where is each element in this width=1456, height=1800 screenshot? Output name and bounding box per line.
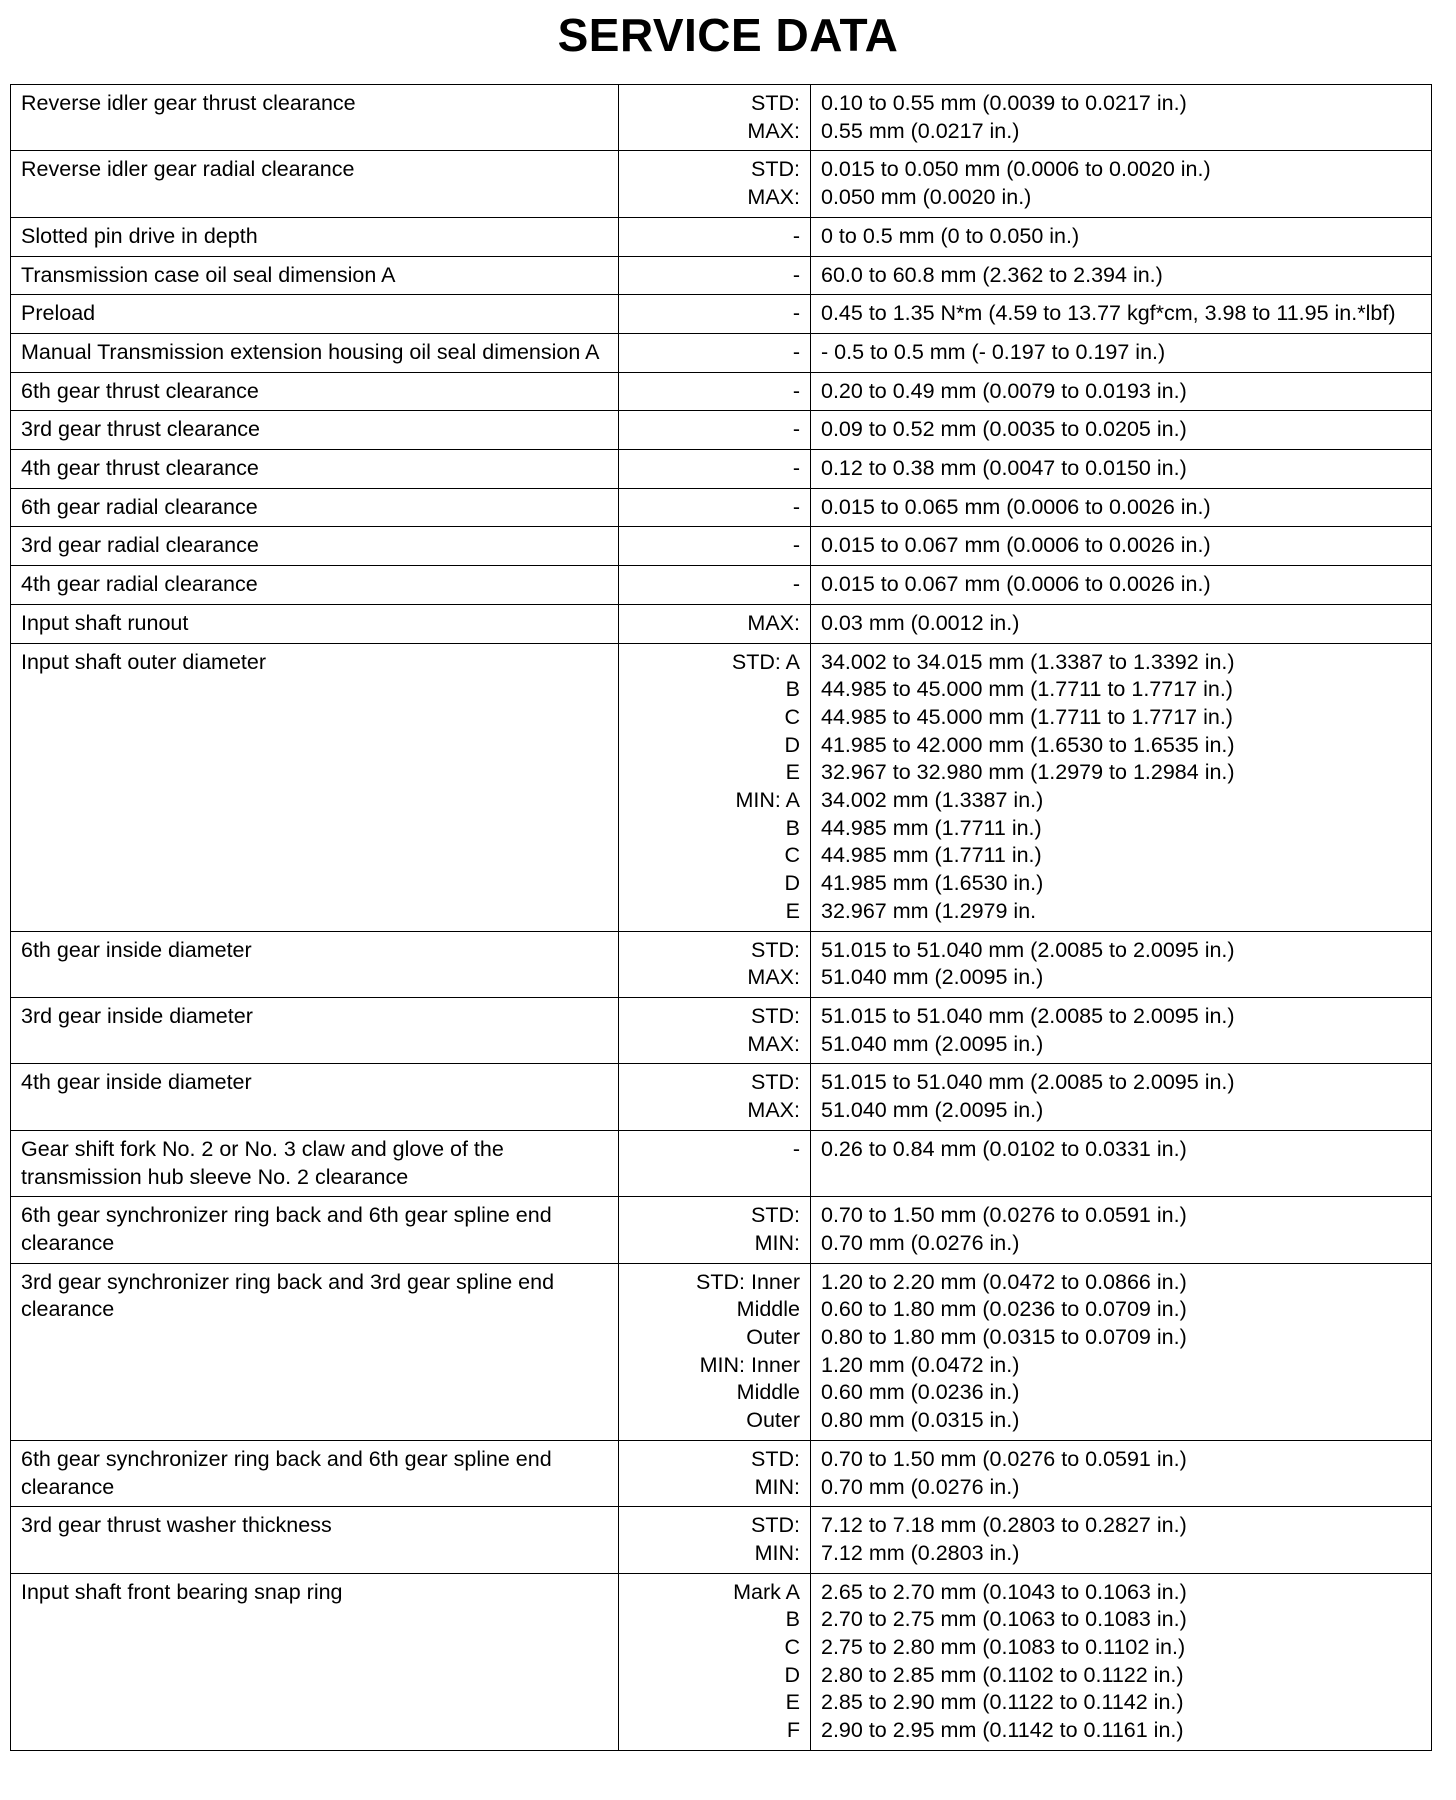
spec-cell [619, 527, 811, 566]
value-text: 2.80 to 2.85 mm (0.1102 to 0.1122 in.) [821, 1662, 1184, 1687]
spec-label: - [792, 301, 800, 326]
item-label: Manual Transmission extension housing oil seal dimension A [21, 339, 600, 364]
value-cell [811, 85, 1432, 151]
value-text: 0.70 mm (0.0276 in.) [821, 1230, 1020, 1255]
item-cell [11, 85, 619, 151]
spec-cell [619, 1130, 811, 1196]
value-text: 2.75 to 2.80 mm (0.1083 to 0.1102 in.) [821, 1635, 1186, 1660]
spec-label: - [792, 533, 800, 558]
spec-label: - [792, 572, 800, 597]
spec-label: - [792, 223, 800, 248]
table-row [11, 643, 1432, 931]
value-text: 34.002 mm (1.3387 in.) [821, 788, 1044, 813]
value-text: 34.002 to 34.015 mm (1.3387 to 1.3392 in.) [821, 649, 1235, 674]
spec-label: STD: [751, 1203, 800, 1228]
value-text: 0.70 mm (0.0276 in.) [821, 1474, 1020, 1499]
value-text: 51.040 mm (2.0095 in.) [821, 1031, 1044, 1056]
spec-label: - [792, 1136, 800, 1161]
item-label: 6th gear thrust clearance [21, 378, 259, 403]
item-cell [11, 295, 619, 334]
spec-label: C [784, 1635, 800, 1660]
value-text: 2.90 to 2.95 mm (0.1142 to 0.1161 in.) [821, 1718, 1184, 1743]
value-cell [811, 256, 1432, 295]
item-label: Gear shift fork No. 2 or No. 3 claw and glove of the transmission hub sleeve No. 2 clearance [21, 1136, 504, 1189]
value-text: 7.12 to 7.18 mm (0.2803 to 0.2827 in.) [821, 1513, 1187, 1538]
value-text: 1.20 to 2.20 mm (0.0472 to 0.0866 in.) [821, 1269, 1187, 1294]
value-text: 0.70 to 1.50 mm (0.0276 to 0.0591 in.) [821, 1203, 1187, 1228]
value-text: 0.80 mm (0.0315 in.) [821, 1408, 1020, 1433]
table-row [11, 151, 1432, 217]
item-label: 3rd gear thrust clearance [21, 417, 261, 442]
spec-label: MIN: [754, 1540, 800, 1565]
value-text: 41.985 mm (1.6530 in.) [821, 871, 1044, 896]
spec-cell [619, 1507, 811, 1573]
spec-cell [619, 1197, 811, 1263]
item-cell [11, 256, 619, 295]
table-row [11, 1573, 1432, 1750]
value-text: 0 to 0.5 mm (0 to 0.050 in.) [821, 223, 1080, 248]
item-cell [11, 450, 619, 489]
value-text: 2.65 to 2.70 mm (0.1043 to 0.1063 in.) [821, 1579, 1187, 1604]
value-cell [811, 604, 1432, 643]
spec-label: STD: [751, 157, 800, 182]
item-cell [11, 488, 619, 527]
item-label: Transmission case oil seal dimension A [21, 262, 396, 287]
table-row [11, 1507, 1432, 1573]
table-row [11, 333, 1432, 372]
value-text: 0.015 to 0.067 mm (0.0006 to 0.0026 in.) [821, 572, 1211, 597]
value-cell [811, 1573, 1432, 1750]
item-label: Preload [21, 301, 96, 326]
spec-label: Mark A [733, 1579, 800, 1604]
value-text: 0.09 to 0.52 mm (0.0035 to 0.0205 in.) [821, 417, 1187, 442]
spec-label: B [785, 677, 800, 702]
table-row [11, 931, 1432, 997]
spec-label: - [792, 494, 800, 519]
item-cell [11, 217, 619, 256]
spec-label: MIN: [754, 1230, 800, 1255]
spec-label: E [785, 898, 800, 923]
spec-label: Outer [746, 1408, 800, 1433]
spec-label: STD: [751, 937, 800, 962]
spec-label: F [786, 1718, 800, 1743]
page-title: SERVICE DATA [557, 9, 899, 61]
spec-label: Outer [746, 1325, 800, 1350]
spec-label: - [792, 339, 800, 364]
value-text: 51.015 to 51.040 mm (2.0085 to 2.0095 in.) [821, 1070, 1235, 1095]
table-row [11, 1263, 1432, 1440]
item-cell [11, 643, 619, 931]
spec-label: B [785, 1607, 800, 1632]
spec-label: Middle [736, 1380, 800, 1405]
spec-label: MAX: [747, 1098, 800, 1123]
item-label: Reverse idler gear thrust clearance [21, 91, 356, 115]
value-text: 0.10 to 0.55 mm (0.0039 to 0.0217 in.) [821, 91, 1187, 115]
item-label: Slotted pin drive in depth [21, 223, 258, 248]
item-cell [11, 1573, 619, 1750]
value-cell [811, 333, 1432, 372]
value-text: 44.985 mm (1.7711 in.) [821, 815, 1042, 840]
spec-cell [619, 295, 811, 334]
value-cell [811, 1064, 1432, 1130]
value-text: - 0.5 to 0.5 mm (- 0.197 to 0.197 in.) [821, 339, 1166, 364]
table-row [11, 1064, 1432, 1130]
spec-label: MAX: [747, 965, 800, 990]
item-label: 6th gear synchronizer ring back and 6th gear spline end clearance [21, 1446, 552, 1499]
value-text: 0.60 to 1.80 mm (0.0236 to 0.0709 in.) [821, 1297, 1187, 1322]
service-data-table [10, 84, 1432, 1751]
item-label: 4th gear radial clearance [21, 572, 258, 597]
value-text: 44.985 to 45.000 mm (1.7711 to 1.7717 in.) [821, 677, 1233, 702]
item-label: 3rd gear radial clearance [21, 533, 259, 558]
value-text: 32.967 to 32.980 mm (1.2979 to 1.2984 in.) [821, 760, 1235, 785]
spec-label: STD: [751, 1446, 800, 1471]
spec-cell [619, 604, 811, 643]
spec-label: MIN: A [735, 788, 800, 813]
spec-label: STD: A [731, 649, 800, 674]
table-row [11, 217, 1432, 256]
spec-cell [619, 151, 811, 217]
spec-cell [619, 450, 811, 489]
value-text: 0.26 to 0.84 mm (0.0102 to 0.0331 in.) [821, 1136, 1187, 1161]
spec-label: MAX: [747, 1031, 800, 1056]
value-text: 0.015 to 0.050 mm (0.0006 to 0.0020 in.) [821, 157, 1211, 182]
value-text: 0.050 mm (0.0020 in.) [821, 185, 1032, 210]
value-text: 32.967 mm (1.2979 in. [821, 898, 1037, 923]
spec-label: - [792, 262, 800, 287]
item-label: Input shaft runout [21, 610, 189, 635]
spec-cell [619, 372, 811, 411]
value-text: 2.70 to 2.75 mm (0.1063 to 0.1083 in.) [821, 1607, 1187, 1632]
item-cell [11, 604, 619, 643]
table-body [11, 85, 1432, 1751]
value-cell [811, 566, 1432, 605]
item-label: 4th gear thrust clearance [21, 456, 259, 481]
item-cell [11, 566, 619, 605]
value-cell [811, 411, 1432, 450]
item-cell [11, 333, 619, 372]
table-row [11, 295, 1432, 334]
item-label: 6th gear synchronizer ring back and 6th gear spline end clearance [21, 1203, 552, 1255]
table-row [11, 411, 1432, 450]
item-label: Input shaft outer diameter [21, 649, 267, 674]
value-text: 51.040 mm (2.0095 in.) [821, 965, 1044, 990]
spec-cell [619, 256, 811, 295]
spec-label: C [784, 843, 800, 868]
value-cell [811, 217, 1432, 256]
value-text: 0.55 mm (0.0217 in.) [821, 118, 1020, 143]
spec-cell [619, 643, 811, 931]
value-text: 60.0 to 60.8 mm (2.362 to 2.394 in.) [821, 262, 1163, 287]
item-cell [11, 372, 619, 411]
table-row [11, 997, 1432, 1063]
table-row [11, 1440, 1432, 1506]
spec-cell [619, 85, 811, 151]
spec-label: MAX: [747, 118, 800, 143]
item-cell [11, 1263, 619, 1440]
spec-label: Middle [736, 1297, 800, 1322]
spec-cell [619, 411, 811, 450]
value-cell [811, 151, 1432, 217]
value-text: 7.12 mm (0.2803 in.) [821, 1540, 1020, 1565]
item-cell [11, 1130, 619, 1196]
item-cell [11, 931, 619, 997]
spec-label: STD: [751, 1070, 800, 1095]
spec-label: B [785, 815, 800, 840]
spec-label: STD: [751, 1003, 800, 1028]
value-cell [811, 931, 1432, 997]
value-text: 2.85 to 2.90 mm (0.1122 to 0.1142 in.) [821, 1690, 1184, 1715]
value-cell [811, 643, 1432, 931]
value-cell [811, 1130, 1432, 1196]
value-cell [811, 372, 1432, 411]
table-row [11, 488, 1432, 527]
spec-cell [619, 1263, 811, 1440]
value-text: 0.015 to 0.065 mm (0.0006 to 0.0026 in.) [821, 494, 1211, 519]
value-text: 0.03 mm (0.0012 in.) [821, 610, 1020, 635]
item-label: 4th gear inside diameter [21, 1070, 252, 1095]
item-cell [11, 527, 619, 566]
value-cell [811, 488, 1432, 527]
value-text: 44.985 mm (1.7711 in.) [821, 843, 1042, 868]
value-text: 44.985 to 45.000 mm (1.7711 to 1.7717 in.) [821, 704, 1233, 729]
value-cell [811, 527, 1432, 566]
table-row [11, 85, 1432, 151]
spec-label: MIN: [754, 1474, 800, 1499]
table-row [11, 527, 1432, 566]
spec-cell [619, 931, 811, 997]
value-cell [811, 450, 1432, 489]
value-text: 0.60 mm (0.0236 in.) [821, 1380, 1020, 1405]
value-text: 51.040 mm (2.0095 in.) [821, 1098, 1044, 1123]
value-text: 0.80 to 1.80 mm (0.0315 to 0.0709 in.) [821, 1325, 1187, 1350]
spec-cell [619, 333, 811, 372]
value-text: 51.015 to 51.040 mm (2.0085 to 2.0095 in.) [821, 1003, 1235, 1028]
table-row [11, 1130, 1432, 1196]
spec-label: - [792, 456, 800, 481]
spec-label: E [785, 760, 800, 785]
value-cell [811, 1440, 1432, 1506]
item-label: 6th gear radial clearance [21, 494, 258, 519]
spec-cell [619, 997, 811, 1063]
item-cell [11, 997, 619, 1063]
table-row [11, 372, 1432, 411]
item-label: 6th gear inside diameter [21, 937, 252, 962]
spec-label: C [784, 704, 800, 729]
value-text: 0.015 to 0.067 mm (0.0006 to 0.0026 in.) [821, 533, 1211, 558]
table-row [11, 1197, 1432, 1263]
item-label: Input shaft front bearing snap ring [21, 1579, 343, 1604]
value-text: 0.70 to 1.50 mm (0.0276 to 0.0591 in.) [821, 1446, 1187, 1471]
item-cell [11, 1064, 619, 1130]
spec-label: MIN: Inner [699, 1352, 800, 1377]
item-label: 3rd gear thrust washer thickness [21, 1513, 332, 1538]
item-cell [11, 1197, 619, 1263]
spec-label: D [784, 871, 800, 896]
spec-cell [619, 488, 811, 527]
value-text: 0.45 to 1.35 N*m (4.59 to 13.77 kgf*cm, 3.98 to 11.95 in.*lbf) [821, 301, 1396, 326]
value-cell [811, 1197, 1432, 1263]
spec-label: D [784, 732, 800, 757]
spec-label: - [792, 417, 800, 442]
spec-cell [619, 566, 811, 605]
value-cell [811, 295, 1432, 334]
spec-cell [619, 1440, 811, 1506]
table-row [11, 256, 1432, 295]
value-text: 0.12 to 0.38 mm (0.0047 to 0.0150 in.) [821, 456, 1187, 481]
spec-label: MAX: [747, 610, 800, 635]
item-label: 3rd gear synchronizer ring back and 3rd gear spline end clearance [21, 1269, 555, 1322]
value-text: 0.20 to 0.49 mm (0.0079 to 0.0193 in.) [821, 378, 1187, 403]
item-label: Reverse idler gear radial clearance [21, 157, 355, 182]
spec-label: MAX: [747, 185, 800, 210]
value-text: 51.015 to 51.040 mm (2.0085 to 2.0095 in.) [821, 937, 1235, 962]
spec-label: E [785, 1690, 800, 1715]
item-label: 3rd gear inside diameter [21, 1003, 253, 1028]
spec-cell [619, 217, 811, 256]
spec-cell [619, 1573, 811, 1750]
value-cell [811, 1507, 1432, 1573]
item-cell [11, 1507, 619, 1573]
value-text: 41.985 to 42.000 mm (1.6530 to 1.6535 in.) [821, 732, 1235, 757]
value-text: 1.20 mm (0.0472 in.) [821, 1352, 1020, 1377]
spec-cell [619, 1064, 811, 1130]
value-cell [811, 997, 1432, 1063]
spec-label: STD: [751, 1513, 800, 1538]
spec-label: D [784, 1662, 800, 1687]
table-row [11, 450, 1432, 489]
spec-label: STD: [751, 91, 800, 115]
table-row [11, 604, 1432, 643]
spec-label: STD: Inner [696, 1269, 800, 1294]
value-cell [811, 1263, 1432, 1440]
item-cell [11, 411, 619, 450]
table-row [11, 566, 1432, 605]
item-cell [11, 1440, 619, 1506]
item-cell [11, 151, 619, 217]
spec-label: - [792, 378, 800, 403]
